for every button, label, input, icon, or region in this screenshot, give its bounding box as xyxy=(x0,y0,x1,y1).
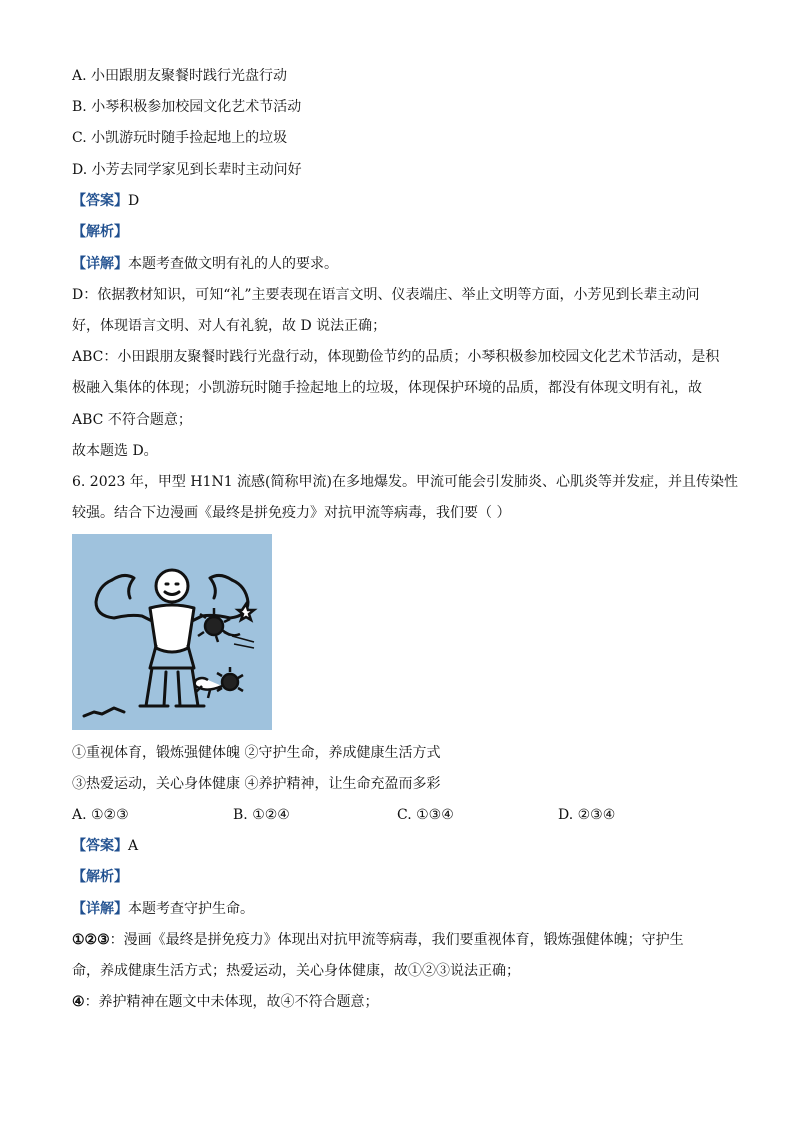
answer-value: D xyxy=(128,193,140,209)
q5-analysis xyxy=(72,222,732,242)
q5-option-c: C. 小凯游玩时随手捡起地上的垃圾 xyxy=(72,130,288,146)
q5-detail-line-2: 好，体现语言文明、对人有礼貌，故 D 说法正确； xyxy=(72,318,387,334)
q6-option-d: D. ②③④ xyxy=(558,807,616,823)
analysis-label: 【解析】 xyxy=(72,224,128,240)
q6-detail xyxy=(72,899,732,919)
q5-option-b: B. 小琴积极参加校园文化艺术节活动 xyxy=(72,99,302,115)
q6-option-b: B. ①②④ xyxy=(233,807,290,823)
q5-option-d: D. 小芳去同学家见到长辈时主动问好 xyxy=(72,162,302,178)
detail-text: 本题考查做文明有礼的人的要求。 xyxy=(128,256,338,272)
explanation-marker: ④ xyxy=(72,994,85,1010)
explanation-text: ：养护精神在题文中未体现，故④不符合题意； xyxy=(84,994,379,1010)
q6-explanation-line-3 xyxy=(72,992,732,1012)
detail-label: 【详解】 xyxy=(72,256,128,272)
q6-stem-line-1: 6. 2023 年，甲型 H1N1 流感(简称甲流)在多地爆发。甲流可能会引发肺炎、心肌炎等并发症，并且传染性 xyxy=(72,474,738,490)
q5-option-a: A. 小田跟朋友聚餐时践行光盘行动 xyxy=(72,68,288,84)
q5-detail xyxy=(72,254,732,274)
q6-option-c: C. ①③④ xyxy=(397,807,454,823)
explanation-text: ：漫画《最终是拼免疫力》体现出对抗甲流等病毒，我们要重视体育，锻炼强健体魄；守护生 xyxy=(109,932,684,948)
cartoon-drawing xyxy=(72,534,272,730)
q6-analysis xyxy=(72,867,732,887)
q6-explanation-line-1 xyxy=(72,930,732,950)
analysis-label: 【解析】 xyxy=(72,869,128,885)
detail-label: 【详解】 xyxy=(72,901,128,917)
answer-label: 【答案】 xyxy=(72,193,128,209)
q5-detail-line-1: D：依据教材知识，可知“礼”主要表现在语言文明、仪表端庄、举止文明等方面，小芳见到长辈主动问 xyxy=(72,287,700,303)
q5-detail-line-3: ABC：小田跟朋友聚餐时践行光盘行动，体现勤俭节约的品质；小琴积极参加校园文化艺术节活动，是积 xyxy=(72,349,720,365)
detail-text: 本题考查守护生命。 xyxy=(128,901,254,917)
explanation-marker: ①②③ xyxy=(72,932,110,948)
q6-option-a: A. ①②③ xyxy=(72,807,129,823)
q5-detail-line-4: 极融入集体的体现；小凯游玩时随手捡起地上的垃圾，体现保护环境的品质，都没有体现文明有礼，故 xyxy=(72,380,702,396)
cartoon-image xyxy=(72,534,272,730)
q6-items-line-2: ③热爱运动，关心身体健康 ④养护精神，让生命充盈而多彩 xyxy=(72,776,441,792)
q6-stem-line-2: 较强。结合下边漫画《最终是拼免疫力》对抗甲流等病毒，我们要（ ） xyxy=(72,505,511,521)
q6-explanation-line-2: 命，养成健康生活方式；热爱运动，关心身体健康，故①②③说法正确； xyxy=(72,963,520,979)
q5-answer xyxy=(72,191,732,211)
answer-value: A xyxy=(128,838,139,854)
q5-detail-line-5: ABC 不符合题意； xyxy=(72,412,192,428)
q6-answer xyxy=(72,836,732,856)
q6-items-line-1: ①重视体育，锻炼强健体魄 ②守护生命，养成健康生活方式 xyxy=(72,745,441,761)
answer-label: 【答案】 xyxy=(72,838,128,854)
q5-detail-line-6: 故本题选 D。 xyxy=(72,443,158,459)
